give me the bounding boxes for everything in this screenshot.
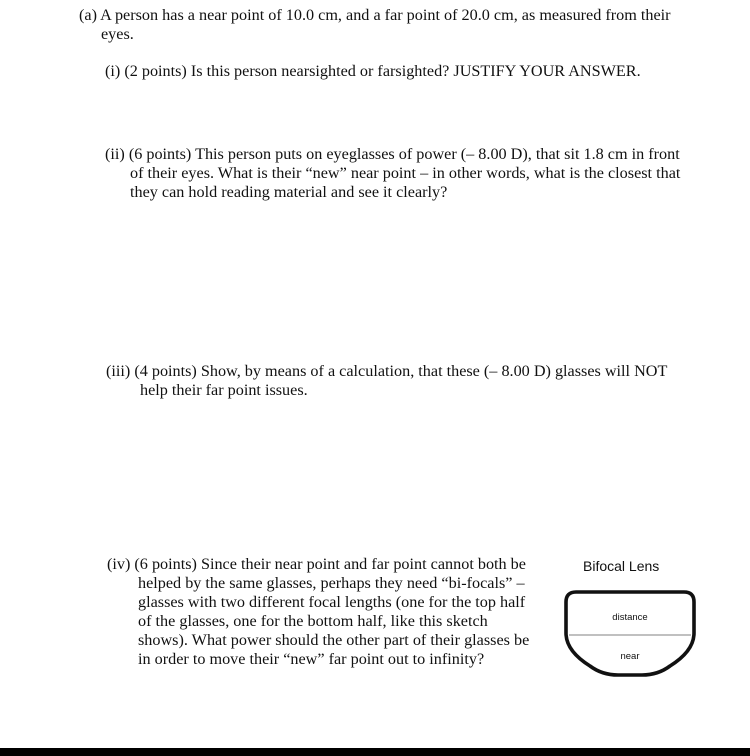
lens-bottom-label: near [620, 651, 640, 662]
question-iii-line-2: help their far point issues. [140, 381, 308, 399]
bifocal-lens-diagram [562, 589, 698, 679]
question-ii [105, 145, 680, 202]
part-a-line-2: eyes. [101, 25, 134, 43]
question-iv-line-1: (iv) (6 points) Since their near point and far point cannot both be [107, 555, 526, 573]
question-i-line-1: (i) (2 points) Is this person nearsighted or farsighted? JUSTIFY YOUR ANSWER. [105, 62, 641, 80]
part-a-text [79, 6, 671, 44]
bottom-edge-bar [0, 748, 750, 756]
question-ii-line-2: of their eyes. What is their “new” near point – in other words, what is the closest that [130, 164, 681, 182]
lens-outline [566, 592, 694, 675]
bifocal-lens-title: Bifocal Lens [583, 558, 660, 574]
question-ii-line-3: they can hold reading material and see it clearly? [130, 183, 448, 201]
question-iv-line-3: glasses with two different focal lengths (one for the top half [138, 593, 526, 611]
part-a-line-1: (a) A person has a near point of 10.0 cm, and a far point of 20.0 cm, as measured from their [79, 6, 671, 24]
question-i [105, 62, 641, 81]
question-ii-line-1: (ii) (6 points) This person puts on eyeglasses of power (– 8.00 D), that sit 1.8 cm in front [105, 145, 680, 163]
question-iv-line-4: of the glasses, one for the bottom half, like this sketch [138, 612, 488, 630]
question-iv [107, 555, 529, 669]
question-iv-line-2: helped by the same glasses, perhaps they need “bi-focals” – [138, 574, 525, 592]
question-iv-line-5: shows). What power should the other part of their glasses be [138, 631, 530, 649]
question-iii-line-1: (iii) (4 points) Show, by means of a calculation, that these (– 8.00 D) glasses will NOT [106, 362, 668, 380]
question-iii [106, 362, 667, 400]
lens-top-label: distance [612, 612, 648, 623]
question-iv-line-6: in order to move their “new” far point out to infinity? [138, 650, 485, 668]
